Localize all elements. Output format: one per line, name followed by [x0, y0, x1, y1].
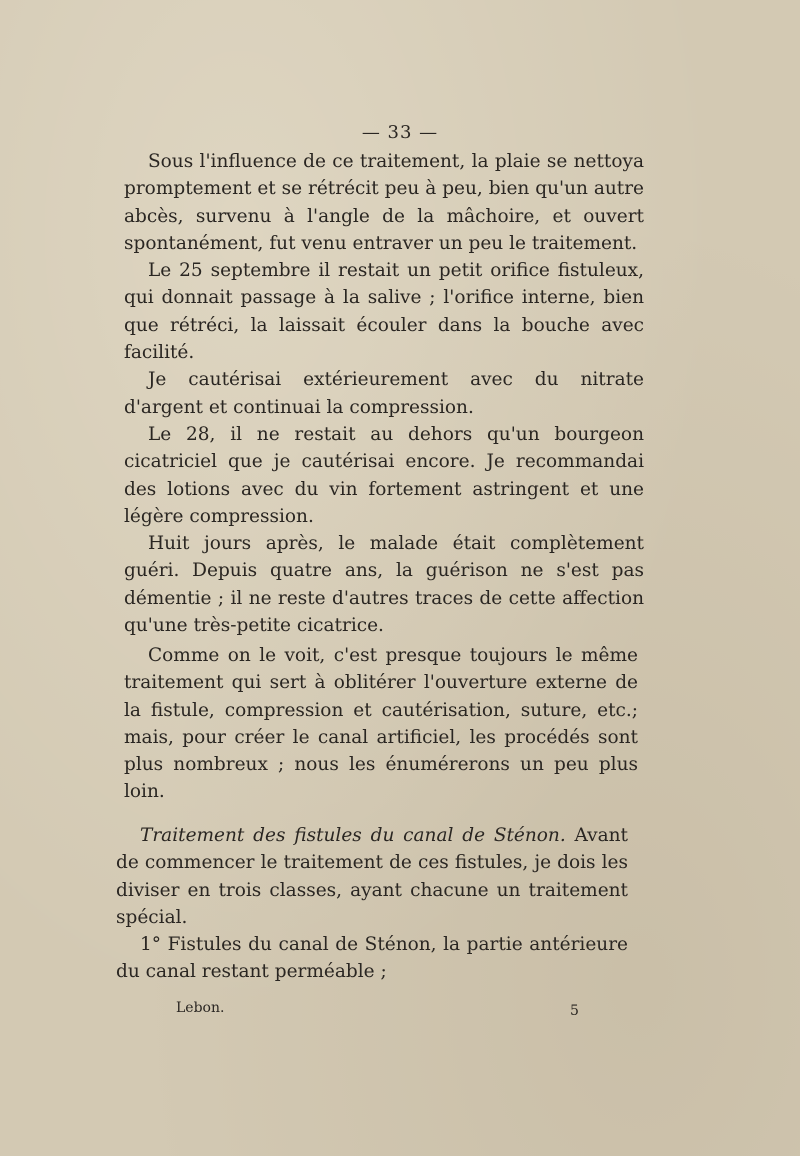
section-case-report [124, 148, 644, 639]
paragraph: Je cautérisai extérieurement avec du nitrate d'argent et continuai la compression. [124, 369, 644, 418]
page-number: — 33 — [361, 122, 439, 143]
section-heading: Traitement des fistules du canal de Sténon. [140, 825, 566, 846]
section-commentary [124, 642, 638, 806]
author-name: Lebon. [176, 1000, 225, 1016]
page-footer [0, 1000, 800, 1024]
paragraph: Comme on le voit, c'est presque toujours le même traitement qui sert à oblitérer l'ouverture externe de la fistule, compression et cautérisation, suture, etc.; mais, pour créer le canal artificiel, les procédés sont plus nombreux ; nous les énumérerons un peu plus loin. [124, 645, 638, 803]
list-item: 1° Fistules du canal de Sténon, la partie antérieure du canal restant perméable ; [116, 934, 628, 983]
intro-text: Avant de commencer le traitement de ces fistules, je dois les diviser en trois classes, ayant chacune un traitement spécial. [116, 825, 628, 928]
section-treatment [116, 822, 628, 986]
paragraph: Le 28, il ne restait au dehors qu'un bourgeon cicatriciel que je cautérisai encore. Je recommandai des lotions avec du vin fortement astringent et une légère compression. [124, 423, 644, 527]
paragraph: Sous l'influence de ce traitement, la plaie se nettoya promptement et se rétrécit peu à peu, bien qu'un autre abcès, survenu à l'angle de la mâchoire, et ouvert spontanément, fut venu entraver un peu le traitement. [124, 151, 644, 254]
paragraph: Huit jours après, le malade était complètement guéri. Depuis quatre ans, la guérison ne s'est pas démentie ; il ne reste d'autres traces de cette affection qu'une très-petite cicatrice. [124, 533, 644, 637]
paragraph: Le 25 septembre il restait un petit orifice fistuleux, qui donnait passage à la salive ; l'orifice interne, bien que rétréci, la laissait écouler dans la bouche avec facilité. [124, 260, 644, 364]
signature-mark: 5 [570, 1003, 579, 1019]
treatment-paragraph [116, 822, 628, 931]
